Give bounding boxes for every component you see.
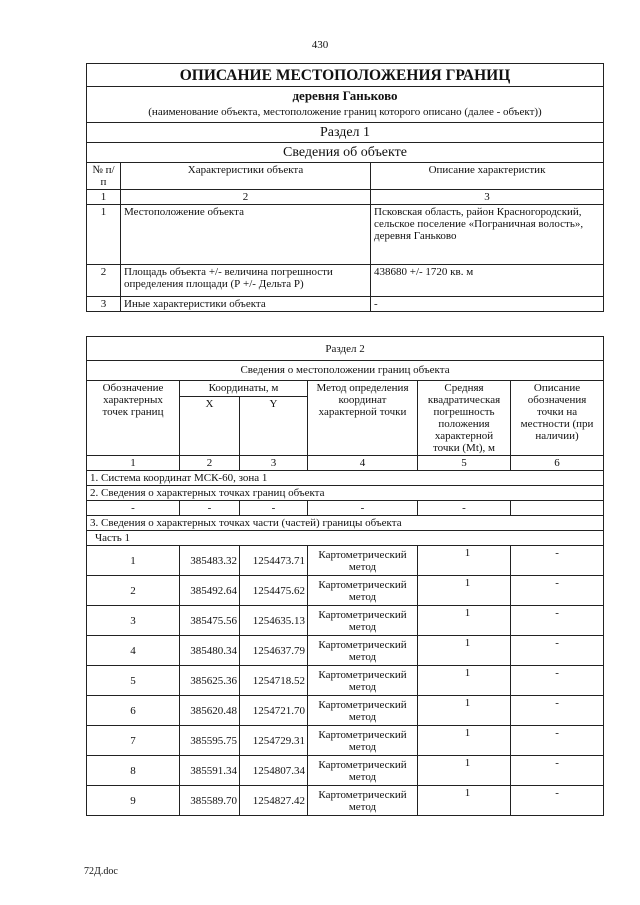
object-name: деревня Ганьково <box>87 87 604 106</box>
table-row <box>87 726 604 756</box>
mean-error: 1 <box>418 606 511 636</box>
col-number: 2 <box>180 456 240 471</box>
empty-cell <box>511 501 604 516</box>
point-description: - <box>511 636 604 666</box>
coord-x: 385620.48 <box>180 696 240 726</box>
col-header-number: № п/п <box>87 163 121 190</box>
section2-label: Раздел 2 <box>87 337 604 361</box>
empty-cell: - <box>87 501 180 516</box>
point-description: - <box>511 666 604 696</box>
col-number: 1 <box>87 456 180 471</box>
row-number: 2 <box>87 265 121 297</box>
point-description: - <box>511 696 604 726</box>
col-number: 6 <box>511 456 604 471</box>
section1-heading: Сведения об объекте <box>87 143 604 163</box>
object-info-table <box>86 63 604 312</box>
point-number: 8 <box>87 756 180 786</box>
table-row <box>87 696 604 726</box>
row-value: 438680 +/- 1720 кв. м <box>371 265 604 297</box>
point-number: 7 <box>87 726 180 756</box>
table-row <box>87 265 604 297</box>
header-y: Y <box>240 396 308 455</box>
row-characteristic: Местоположение объекта <box>121 205 371 265</box>
table-row <box>87 205 604 265</box>
point-number: 1 <box>87 546 180 576</box>
mean-error: 1 <box>418 726 511 756</box>
point-number: 3 <box>87 606 180 636</box>
point-description: - <box>511 606 604 636</box>
col-number: 1 <box>87 190 121 205</box>
method: Картометрический метод <box>308 666 418 696</box>
boundary-location-table <box>86 336 604 816</box>
coord-x: 385589.70 <box>180 786 240 816</box>
table-row <box>87 786 604 816</box>
table-row <box>87 576 604 606</box>
footer-filename: 72Д.doc <box>84 866 118 877</box>
empty-cell: - <box>240 501 308 516</box>
empty-cell: - <box>308 501 418 516</box>
section1-label: Раздел 1 <box>87 123 604 143</box>
col-number: 3 <box>240 456 308 471</box>
coord-x: 385591.34 <box>180 756 240 786</box>
method: Картометрический метод <box>308 546 418 576</box>
coord-y: 1254637.79 <box>240 636 308 666</box>
mean-error: 1 <box>418 636 511 666</box>
coord-y: 1254475.62 <box>240 576 308 606</box>
header-coords: Координаты, м <box>180 381 308 397</box>
coord-y: 1254721.70 <box>240 696 308 726</box>
coord-y: 1254827.42 <box>240 786 308 816</box>
row-number: 1 <box>87 205 121 265</box>
empty-cell: - <box>418 501 511 516</box>
method: Картометрический метод <box>308 576 418 606</box>
point-description: - <box>511 786 604 816</box>
coord-y: 1254473.71 <box>240 546 308 576</box>
table-row <box>87 606 604 636</box>
table-row <box>87 666 604 696</box>
page-number: 430 <box>311 39 329 51</box>
method: Картометрический метод <box>308 606 418 636</box>
coord-y: 1254729.31 <box>240 726 308 756</box>
section2-heading: Сведения о местоположении границ объекта <box>87 361 604 381</box>
row-characteristic: Иные характеристики объекта <box>121 297 371 312</box>
row-value: Псковская область, район Красногородский, сельское поселение «Пограничная волость», деревня Ганьково <box>371 205 604 265</box>
mean-error: 1 <box>418 546 511 576</box>
coord-x: 385480.34 <box>180 636 240 666</box>
header-designation: Обозначение характерных точек границ <box>87 381 180 456</box>
method: Картометрический метод <box>308 786 418 816</box>
part-points-heading: 3. Сведения о характерных точках части (частей) границы объекта <box>87 516 604 531</box>
col-header-characteristic: Характеристики объекта <box>121 163 371 190</box>
mean-error: 1 <box>418 576 511 606</box>
point-number: 6 <box>87 696 180 726</box>
mean-error: 1 <box>418 756 511 786</box>
table-row <box>87 546 604 576</box>
method: Картометрический метод <box>308 756 418 786</box>
point-number: 5 <box>87 666 180 696</box>
table-row <box>87 297 604 312</box>
mean-error: 1 <box>418 786 511 816</box>
boundary-points-heading: 2. Сведения о характерных точках границ объекта <box>87 486 604 501</box>
col-header-description: Описание характеристик <box>371 163 604 190</box>
col-number: 5 <box>418 456 511 471</box>
coord-x: 385492.64 <box>180 576 240 606</box>
coord-y: 1254635.13 <box>240 606 308 636</box>
point-number: 4 <box>87 636 180 666</box>
coord-x: 385475.56 <box>180 606 240 636</box>
point-description: - <box>511 576 604 606</box>
method: Картометрический метод <box>308 696 418 726</box>
mean-error: 1 <box>418 666 511 696</box>
coord-x: 385625.36 <box>180 666 240 696</box>
method: Картометрический метод <box>308 636 418 666</box>
header-description: Описание обозначения точки на местности (при наличии) <box>511 381 604 456</box>
point-number: 9 <box>87 786 180 816</box>
header-method: Метод определения координат характерной точки <box>308 381 418 456</box>
object-note: (наименование объекта, местоположение границ которого описано (далее - объект)) <box>87 105 604 123</box>
method: Картометрический метод <box>308 726 418 756</box>
part-label: Часть 1 <box>87 531 604 546</box>
coord-system: 1. Система координат МСК-60, зона 1 <box>87 471 604 486</box>
table-row <box>87 636 604 666</box>
header-x: X <box>180 396 240 455</box>
col-number: 4 <box>308 456 418 471</box>
row-value: - <box>371 297 604 312</box>
point-description: - <box>511 726 604 756</box>
empty-cell: - <box>180 501 240 516</box>
header-error: Средняя квадратическая погрешность положения характерной точки (Mt), м <box>418 381 511 456</box>
coord-y: 1254807.34 <box>240 756 308 786</box>
point-number: 2 <box>87 576 180 606</box>
row-number: 3 <box>87 297 121 312</box>
col-number: 2 <box>121 190 371 205</box>
coord-x: 385595.75 <box>180 726 240 756</box>
point-description: - <box>511 546 604 576</box>
coord-y: 1254718.52 <box>240 666 308 696</box>
mean-error: 1 <box>418 696 511 726</box>
coord-x: 385483.32 <box>180 546 240 576</box>
table-row <box>87 756 604 786</box>
row-characteristic: Площадь объекта +/- величина погрешности определения площади (Р +/- Дельта Р) <box>121 265 371 297</box>
point-description: - <box>511 756 604 786</box>
document-title: ОПИСАНИЕ МЕСТОПОЛОЖЕНИЯ ГРАНИЦ <box>87 64 604 87</box>
col-number: 3 <box>371 190 604 205</box>
